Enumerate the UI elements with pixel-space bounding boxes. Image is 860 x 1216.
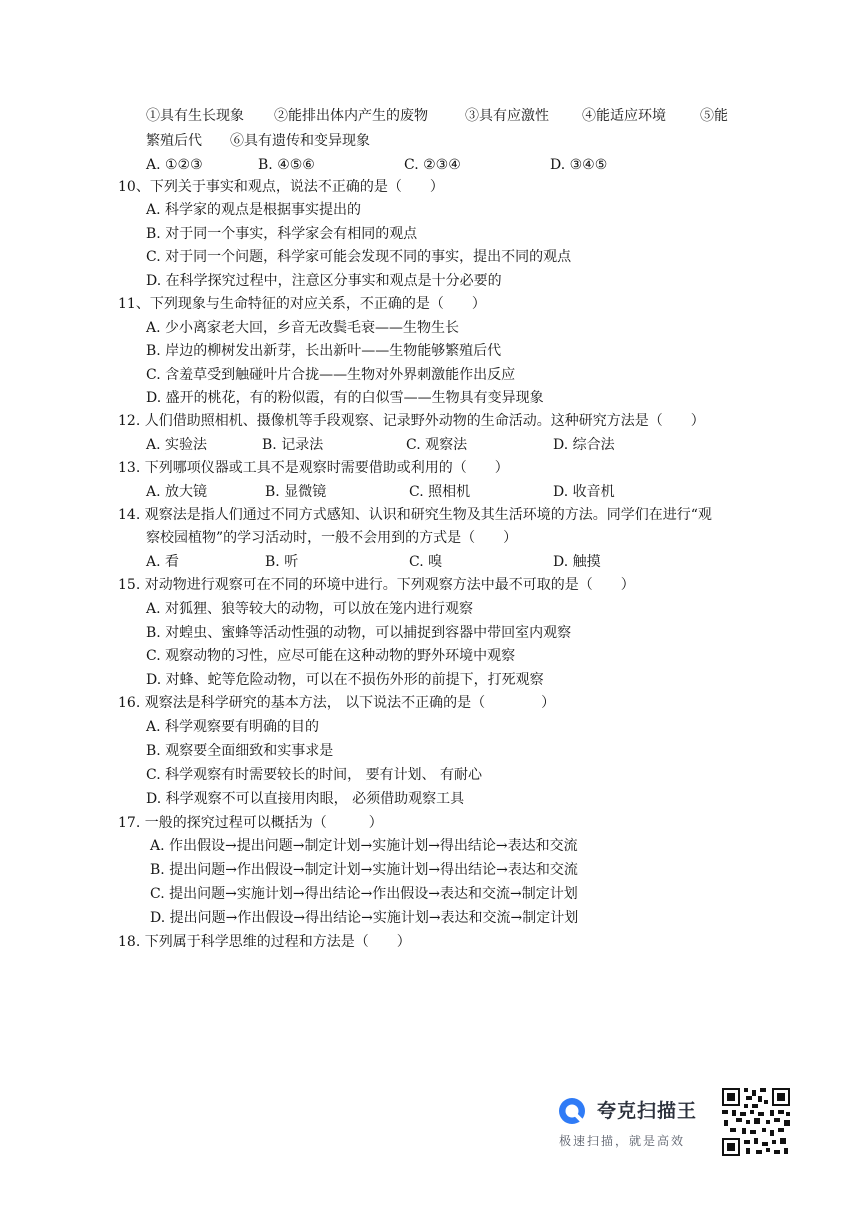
- q13-option-b: B. 显微镜: [265, 484, 327, 500]
- q13-option-d: D. 收音机: [553, 484, 615, 500]
- q9-item-6: ⑥具有遗传和变异现象: [230, 133, 370, 149]
- q15-stem: 15. 对动物进行观察可在不同的环境中进行。下列观察方法中最不可取的是（ ）: [118, 577, 635, 593]
- q14-option-d: D. 触摸: [553, 554, 601, 570]
- q12-option-a: A. 实验法: [146, 437, 208, 453]
- q12-option-d: D. 综合法: [553, 437, 615, 453]
- q10-option-a: A. 科学家的观点是根据事实提出的: [146, 202, 362, 218]
- quark-logo-icon: [557, 1096, 587, 1126]
- scanner-watermark: [557, 1086, 797, 1156]
- q15-option-b: B. 对蝗虫、蜜蜂等活动性强的动物，可以捕捉到容器中带回室内观察: [146, 625, 572, 641]
- q17-option-b: B. 提出问题→作出假设→制定计划→实施计划→得出结论→表达和交流: [150, 862, 578, 878]
- q14-option-a: A. 看: [146, 554, 180, 570]
- q9-option-a: A. ①②③: [146, 157, 203, 173]
- q11-option-a: A. 少小离家老大回，乡音无改鬓毛衰——生物生长: [146, 320, 460, 336]
- q17-option-a: A. 作出假设→提出问题→制定计划→实施计划→得出结论→表达和交流: [150, 838, 578, 854]
- q9-item-3: ③具有应激性: [465, 108, 549, 124]
- q9-option-d: D. ③④⑤: [550, 157, 608, 173]
- q16-option-d: D. 科学观察不可以直接用肉眼， 必须借助观察工具: [146, 791, 465, 807]
- q16-option-c: C. 科学观察有时需要较长的时间， 要有计划、 有耐心: [146, 767, 483, 783]
- q17-option-d: D. 提出问题→作出假设→得出结论→实施计划→表达和交流→制定计划: [150, 910, 579, 926]
- q11-option-d: D. 盛开的桃花，有的粉似霞，有的白似雪——生物具有变异现象: [146, 390, 544, 406]
- q16-option-a: A. 科学观察要有明确的目的: [146, 719, 320, 735]
- q18-stem: 18. 下列属于科学思维的过程和方法是（ ）: [118, 934, 411, 950]
- q9-item-2: ②能排出体内产生的废物: [274, 108, 428, 124]
- q11-stem: 11、下列现象与生命特征的对应关系，不正确的是（ ）: [118, 296, 486, 312]
- q14-stem-line2: 察校园植物”的学习活动时，一般不会用到的方式是（ ）: [146, 530, 518, 546]
- q10-stem: 10、下列关于事实和观点，说法不正确的是（ ）: [118, 179, 444, 195]
- q14-option-b: B. 听: [265, 554, 299, 570]
- q17-stem: 17. 一般的探究过程可以概括为（ ）: [118, 815, 383, 831]
- q11-option-c: C. 含羞草受到触碰叶片合拢——生物对外界刺激能作出反应: [146, 367, 516, 383]
- q14-stem-line1: 14. 观察法是指人们通过不同方式感知、认识和研究生物及其生活环境的方法。同学们在进行“观: [118, 507, 712, 523]
- q15-option-c: C. 观察动物的习性，应尽可能在这种动物的野外环境中观察: [146, 648, 516, 664]
- q13-option-c: C. 照相机: [409, 484, 471, 500]
- q12-option-b: B. 记录法: [262, 437, 324, 453]
- q9-item-4: ④能适应环境: [582, 108, 666, 124]
- q15-option-a: A. 对狐狸、狼等较大的动物，可以放在笼内进行观察: [146, 601, 474, 617]
- q10-option-d: D. 在科学探究过程中，注意区分事实和观点是十分必要的: [146, 273, 502, 289]
- q9-option-c: C. ②③④: [404, 157, 461, 173]
- q12-stem: 12. 人们借助照相机、摄像机等手段观察、记录野外动物的生命活动。这种研究方法是（ ）: [118, 413, 705, 429]
- q9-item-1: ①具有生长现象: [146, 108, 244, 124]
- q16-stem: 16. 观察法是科学研究的基本方法， 以下说法不正确的是（ ）: [118, 695, 556, 711]
- q11-option-b: B. 岸边的柳树发出新芽，长出新叶——生物能够繁殖后代: [146, 343, 502, 359]
- q17-option-c: C. 提出问题→实施计划→得出结论→作出假设→表达和交流→制定计划: [150, 886, 578, 902]
- q12-option-c: C. 观察法: [406, 437, 468, 453]
- q9-item-5-cont: 繁殖后代: [146, 133, 202, 149]
- q16-option-b: B. 观察要全面细致和实事求是: [146, 743, 334, 759]
- q13-stem: 13. 下列哪项仪器或工具不是观察时需要借助或利用的（ ）: [118, 460, 509, 476]
- watermark-slogan: 极速扫描，就是高效: [559, 1134, 686, 1148]
- q14-option-c: C. 嗅: [409, 554, 443, 570]
- qr-code-icon: [720, 1086, 792, 1158]
- q10-option-b: B. 对于同一个事实，科学家会有相同的观点: [146, 226, 418, 242]
- watermark-brand-name: 夸克扫描王: [597, 1100, 698, 1122]
- q15-option-d: D. 对蜂、蛇等危险动物，可以在不损伤外形的前提下，打死观察: [146, 672, 544, 688]
- q9-item-5: ⑤能: [700, 108, 728, 124]
- q10-option-c: C. 对于同一个问题，科学家可能会发现不同的事实，提出不同的观点: [146, 249, 572, 265]
- q9-option-b: B. ④⑤⑥: [258, 157, 315, 173]
- q13-option-a: A. 放大镜: [146, 484, 208, 500]
